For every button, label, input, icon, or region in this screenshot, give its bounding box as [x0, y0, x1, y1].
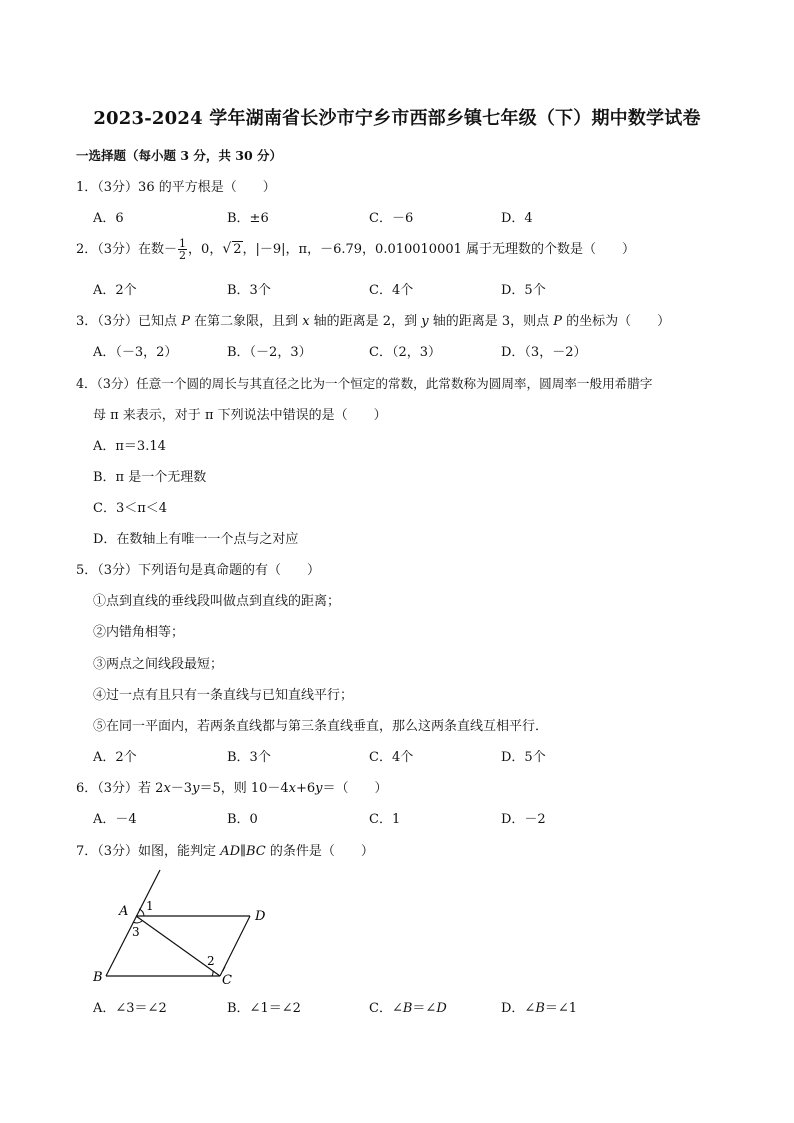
q7-parallel-expr: AD∥BC	[220, 844, 266, 859]
q1-option-b[interactable]: B．±6	[227, 211, 269, 226]
q2-option-d[interactable]: D．5个	[501, 283, 546, 298]
q7-option-d-var1: B	[535, 1001, 545, 1016]
label-2: 2	[207, 954, 215, 968]
q5-statement-4: ④过一点有且只有一条直线与已知直线平行；	[93, 688, 354, 703]
q5-option-c[interactable]: C．4个	[369, 750, 414, 765]
question-1-stem: 1．（3分）36 的平方根是（ ）	[76, 180, 276, 195]
label-b: B	[93, 970, 103, 985]
q7-option-d-prefix: D．∠	[501, 1001, 536, 1016]
q7-option-b[interactable]: B．∠1＝∠2	[227, 1001, 301, 1016]
q3-option-b[interactable]: B．（－2，3）	[227, 345, 312, 360]
q6-option-d[interactable]: D．－2	[501, 812, 546, 827]
q3-option-d[interactable]: D．（3，－2）	[501, 345, 587, 360]
q2-option-b[interactable]: B．3个	[227, 283, 271, 298]
q2-suffix: ，|－9|，π，－6.79，0.010010001 属于无理数的个数是（ ）	[242, 242, 636, 257]
q3-var-p: P	[181, 314, 190, 329]
q1-option-c[interactable]: C．－6	[369, 211, 414, 226]
q6-text-3: ＝5，则 10－4	[199, 781, 289, 796]
ray-ba-line	[106, 870, 160, 976]
question-4-line-1: 4．（3分）任意一个圆的周长与其直径之比为一个恒定的常数，此常数称为圆周率，圆周率一般用希腊字	[76, 376, 653, 391]
q5-statement-5: ⑤在同一平面内，若两条直线都与第三条直线垂直，那么这两条直线互相平行．	[93, 719, 549, 734]
q6-text-4: +6	[296, 781, 316, 796]
q2-sqrt-value: 2	[233, 242, 242, 257]
question-5-stem: 5．（3分）下列语句是真命题的有（ ）	[76, 563, 321, 578]
q6-option-c[interactable]: C．1	[369, 812, 401, 827]
label-3: 3	[132, 925, 140, 939]
q7-option-c[interactable]	[369, 997, 447, 1016]
q7-option-c-var2: D	[436, 1001, 447, 1016]
q1-option-a[interactable]: A．6	[93, 211, 124, 226]
question-4-line-2: 母 π 来表示，对于 π 下列说法中错误的是（ ）	[93, 408, 387, 423]
parallelogram-diagram	[88, 868, 288, 988]
angle-c-arc	[223, 967, 225, 971]
q7-option-d-mid: ＝∠1	[544, 1001, 578, 1016]
q4-option-d[interactable]: D．在数轴上有唯一一个点与之对应	[93, 532, 299, 547]
q6-text-2: －3	[170, 781, 193, 796]
q5-option-d[interactable]: D．5个	[501, 750, 546, 765]
q4-option-a[interactable]: A．π＝3.14	[93, 439, 166, 454]
q7-option-c-prefix: C．∠	[369, 1001, 403, 1016]
q6-var-y2: y	[315, 781, 323, 796]
q3-var-x: x	[302, 314, 310, 329]
q5-statement-3: ③两点之间线段最短；	[93, 657, 224, 672]
section-heading: 一选择题（每小题 3 分，共 30 分）	[76, 148, 283, 163]
q2-frac-num: 1	[179, 237, 187, 250]
q2-frac-den: 2	[179, 249, 187, 262]
label-a: A	[119, 904, 129, 919]
q5-statement-2: ②内错角相等；	[93, 625, 185, 640]
label-c: C	[222, 973, 232, 988]
q3-text-5: 的坐标为（ ）	[562, 314, 671, 329]
q3-var-y: y	[421, 314, 429, 329]
q6-var-y: y	[192, 781, 200, 796]
label-d: D	[255, 909, 266, 924]
q3-text-3: 轴的距离是 2，到	[309, 314, 422, 329]
q2-option-a[interactable]: A．2个	[93, 283, 137, 298]
q2-option-c[interactable]: C．4个	[369, 283, 414, 298]
q7-option-c-mid: ＝∠	[412, 1001, 437, 1016]
q7-text-2: 的条件是（ ）	[265, 844, 374, 859]
q6-text-5: ＝（ ）	[322, 781, 388, 796]
q3-var-p2: P	[553, 314, 562, 329]
q4-option-c[interactable]: C．3＜π＜4	[93, 501, 168, 516]
question-2-stem	[76, 238, 635, 261]
q2-prefix: 2．（3分）在数－	[76, 242, 178, 257]
q7-text-1: 7．（3分）如图，能判定	[76, 844, 221, 859]
q3-text-4: 轴的距离是 3，则点	[428, 314, 554, 329]
q5-option-a[interactable]: A．2个	[93, 750, 137, 765]
q7-option-c-var1: B	[402, 1001, 413, 1016]
q4-option-b[interactable]: B．π 是一个无理数	[93, 470, 207, 485]
q3-text-1: 3．（3分）已知点	[76, 314, 182, 329]
q6-option-a[interactable]: A．－4	[93, 812, 137, 827]
q5-option-b[interactable]: B．3个	[227, 750, 271, 765]
q3-text-2: 在第二象限，且到	[189, 314, 303, 329]
q6-var-x2: x	[288, 781, 296, 796]
q2-mid: ，0，	[188, 242, 223, 257]
q2-fraction	[178, 238, 187, 261]
q6-text-1: 6．（3分）若 2	[76, 781, 164, 796]
question-7-stem	[76, 840, 374, 859]
q7-option-d[interactable]	[501, 997, 577, 1016]
q5-statement-1: ①点到直线的垂线段叫做点到直线的距离；	[93, 594, 341, 609]
q7-option-a[interactable]: A．∠3＝∠2	[93, 1001, 167, 1016]
q3-option-c[interactable]: C．（2，3）	[369, 345, 441, 360]
exam-title: 2023-2024 学年湖南省长沙市宁乡市西部乡镇七年级（下）期中数学试卷	[93, 108, 701, 129]
q1-option-d[interactable]: D．4	[501, 211, 533, 226]
question-3-stem	[76, 310, 670, 329]
q6-option-b[interactable]: B．0	[227, 812, 258, 827]
question-6-stem	[76, 777, 388, 796]
label-1: 1	[146, 899, 154, 913]
sqrt-icon: √	[222, 241, 232, 257]
q3-option-a[interactable]: A．（－3，2）	[93, 345, 178, 360]
q6-var-x: x	[163, 781, 171, 796]
angle-2-arc	[212, 971, 213, 976]
